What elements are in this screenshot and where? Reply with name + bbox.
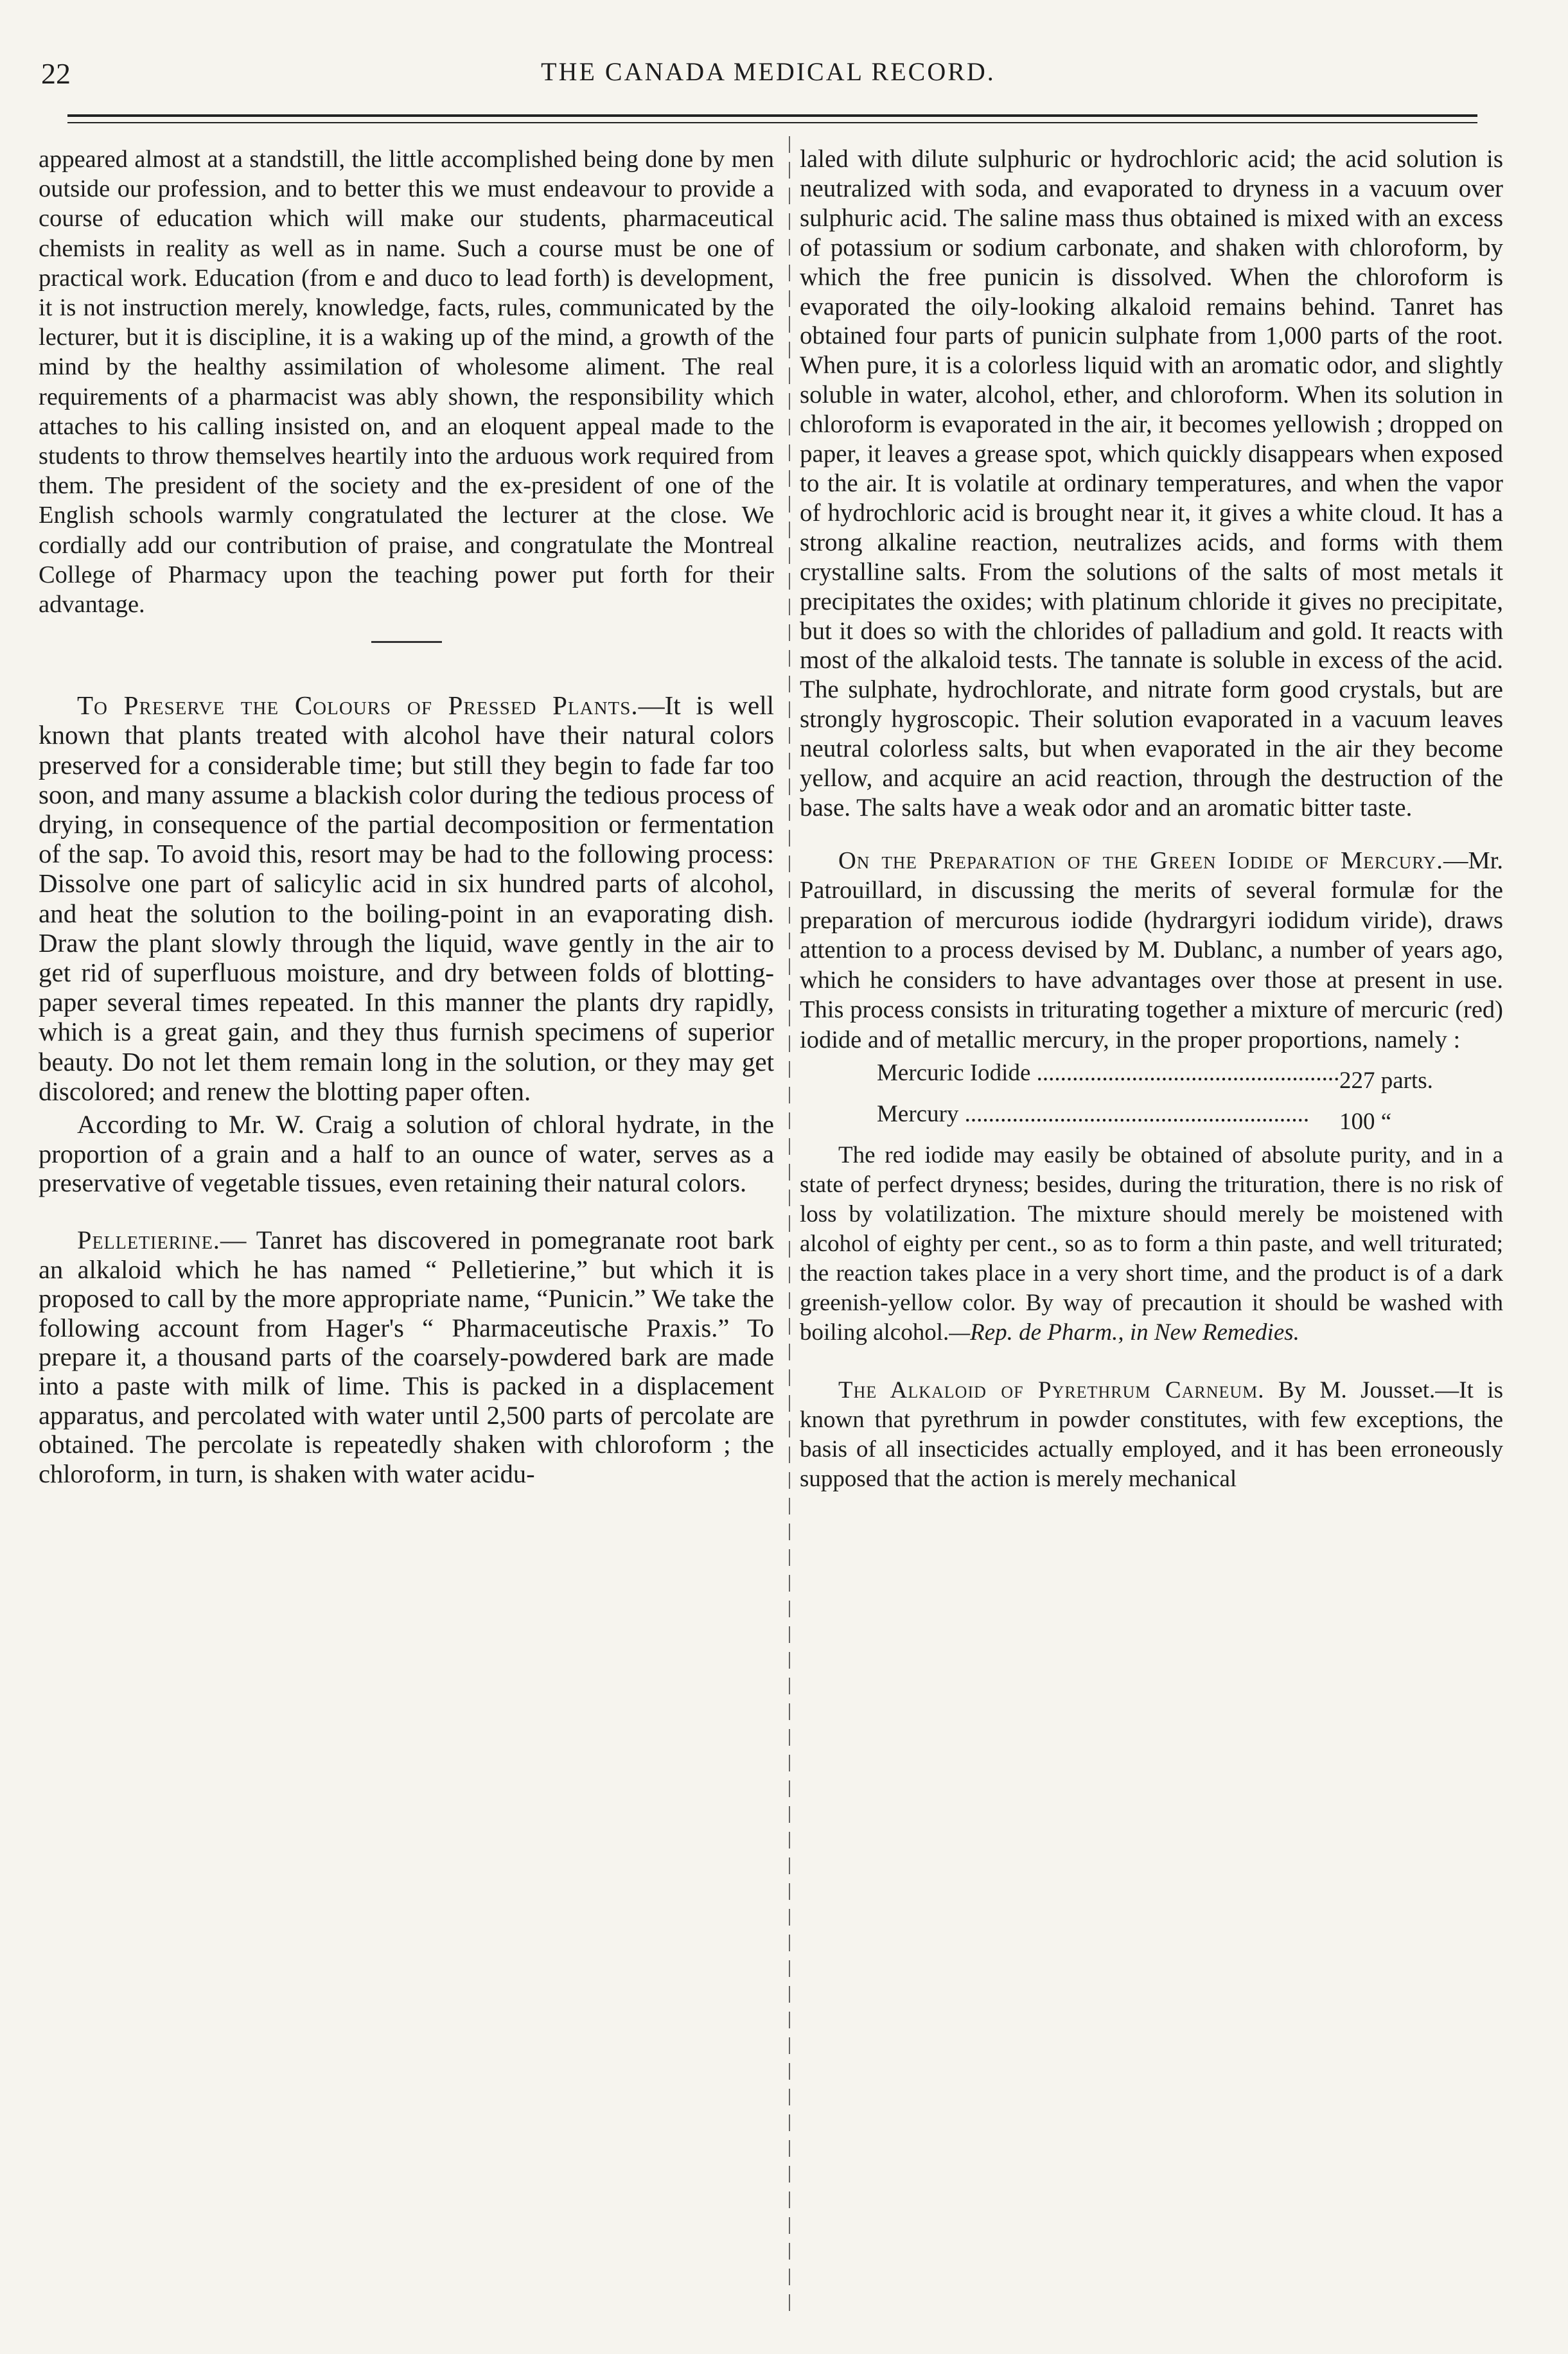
article-continuation: appeared almost at a standstill, the little accomplished being done by men outside our profession, and to better this we must endeavour to provide a course of education which will make our students, pharmaceutical chemists in reality as well as in name. Such a course must be one of practical work. Education (from e and duco to lead forth) is development, it is not instruction merely, knowledge, facts, rules, communicated by the lecturer, but it is discipline, it is a waking up of the mind, a growth of the mind by the healthy assimilation of wholesome aliment. The real requirements of a pharmacist was ably shown, the responsibility which attaches to his calling insisted on, and an eloquent appeal made to the students to throw themselves heartily into the arduous work required from them. The president of the society and the ex-president of one of the English schools warmly congratulated the lecturer at the close. We cordially add our contribution of praise, and congratulate the Montreal College of Pharmacy upon the teaching power put forth for their advantage.: [39, 146, 774, 619]
page-header: [36, 57, 1501, 101]
formula-table: [800, 1058, 1503, 1137]
article-body: The red iodide may easily be obtained of absolute purity, and in a state of perfect dryness; besides, during the trituration, there is no risk of loss by volatilization. The mixture should merely be moistened with alcohol of eighty per cent., so as to form a thin paste, and well triturated; the reaction takes place in a very short time, and the product is of a dark greenish-yellow color. By way of precaution it should be washed with boiling alcohol.: [800, 1142, 1503, 1346]
article-chloral-hydrate: According to Mr. W. Craig a solution of chloral hydrate, in the proportion of a grain and a half to an ounce of water, serves as a preservative of vegetable tissues, even retaining their natural colors.: [39, 1110, 774, 1197]
article-body: —It is well known that plants treated with alcohol have their natural colors preserved for a considerable time; but still they begin to fade far too soon, and many assume a blackish color during the tedious process of drying, in consequence of the partial decomposition or fermentation of the sap. To avoid this, resort may be had to the following process: Dissolve one part of salicylic acid in six hundred parts of alcohol, and heat the solution to the boiling-point in an evaporating dish. Draw the plant slowly through the liquid, wave gently in the air to get rid of superfluous moisture, and dry between folds of blotting-paper several times repeated. In this manner the plants dry rapidly, which is a great gain, and they thus furnish specimens of superior beauty. Do not let them remain long in the solution, or they may get discolored; and renew the blotting paper often.: [39, 690, 774, 1106]
page-number: 22: [41, 57, 71, 90]
running-title: THE CANADA MEDICAL RECORD.: [541, 57, 996, 86]
right-column: [800, 145, 1503, 2322]
article-separator: [371, 641, 442, 643]
formula-row: [800, 1058, 1503, 1096]
article-green-iodide: [800, 846, 1503, 1055]
left-column: [39, 145, 774, 2322]
formula-amount: 100 “: [1339, 1109, 1392, 1136]
formula-ingredient: Mercuric Iodide .....: [877, 1058, 1339, 1088]
formula-row: [800, 1100, 1503, 1137]
header-rule-thick: [67, 114, 1477, 117]
article-title: Pelletierine.: [77, 1225, 220, 1255]
formula-ingredient: Mercury .....: [877, 1100, 1339, 1129]
article-body: —Mr. Patrouillard, in discussing the merits of several formulæ for the preparation of mercurous iodide (hydrargyri iodidum viride), draws attention to a process devised by M. Dublanc, a number of years ago, which he considers to have advantages over those at present in use. This process consists in triturating together a mixture of mercuric (red) iodide and of metallic mercury, in the proper proportions, namely :: [800, 847, 1503, 1053]
column-divider: [789, 136, 790, 2320]
article-title: To Preserve the Colours of Pressed Plants.: [77, 690, 639, 721]
article-title: On the Preparation of the Green Iodide of Mercury.: [838, 847, 1443, 874]
article-pyrethrum: [800, 1376, 1503, 1494]
article-preserve-plants: [39, 690, 774, 1106]
article-source: —Rep. de Pharm., in New Remedies.: [949, 1319, 1299, 1346]
header-rule-thin: [67, 122, 1477, 123]
article-body: — Tanret has discovered in pomegranate root bark an alkaloid which he has named “ Pelletierine,” but which it is proposed to call by the more appropriate name, “Punicin.” We take the following account from Hager's “ Pharmaceutische Praxis.” To prepare it, a thousand parts of the coarsely-powdered bark are made into a paste with milk of lime. This is packed in a displacement apparatus, and percolated with water until 2,500 parts of percolate are obtained. The percolate is repeatedly shaken with chloroform ; the chloroform, in turn, is shaken with water acidu-: [39, 1225, 774, 1488]
article-title: The Alkaloid of Pyrethrum Carneum.: [838, 1377, 1265, 1404]
article-continuation: laled with dilute sulphuric or hydrochloric acid; the acid solution is neutralized with soda, and evaporated to dryness in a vacuum over sulphuric acid. The saline mass thus obtained is mixed with an excess of potassium or sodium carbonate, and shaken with chloroform, by which the free punicin is dissolved. When the chloroform is evaporated the oily-looking alkaloid remains behind. Tanret has obtained four parts of punicin sulphate from 1,000 parts of the root. When pure, it is a colorless liquid with an aromatic odor, and slightly soluble in water, alcohol, ether, and chloroform. When its solution in chloroform is evaporated in the air, it becomes yellowish ; dropped on paper, it leaves a grease spot, which quickly disappears when exposed to the air. It is volatile at ordinary temperatures, and when the vapor of hydrochloric acid is brought near it, it gives a white cloud. It has a strong alkaline reaction, neutralizes acids, and forms with them crystalline salts. From the solutions of the salts of most metals it precipitates the oxides; with platinum chloride it gives no precipitate, but it does so with the chlorides of palladium and gold. It reacts with most of the alkaloid tests. The tannate is soluble in excess of the acid. The sulphate, hydrochlorate, and nitrate form good crystals, but are strongly hygroscopic. Their solution evaporated in a vacuum leaves neutral colorless salts, but when evaporated in the air they become yellow, and acquire an acid reaction, through the destruction of the base. The salts have a weak odor and an aromatic bitter taste.: [800, 145, 1503, 821]
article-pelletierine: [39, 1225, 774, 1488]
article-red-iodide: [800, 1141, 1503, 1348]
formula-amount: 227 parts.: [1339, 1067, 1433, 1094]
article-body: By M. Jousset.—It is known that pyrethrum in powder constitutes, with few exceptions, the basis of all insecticides actually employed, and it has been erroneously supposed that the action is merely mechanical: [800, 1377, 1503, 1493]
